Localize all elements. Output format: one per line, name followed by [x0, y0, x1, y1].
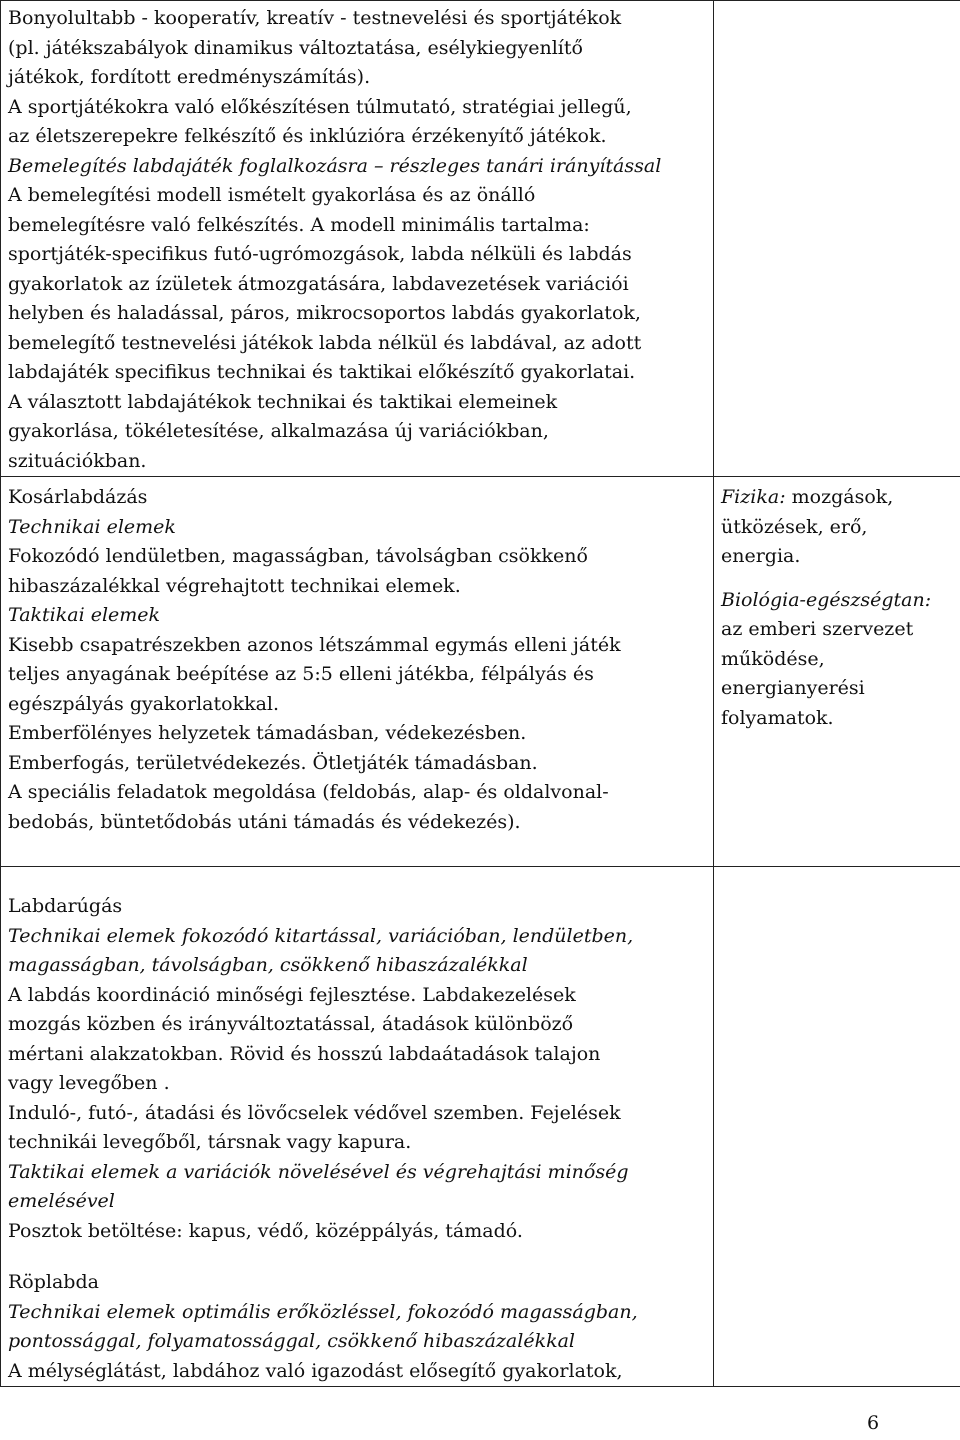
text-line: Induló-, futó-, átadási és lövőcselek védővel szemben. Fejelések: [8, 1101, 621, 1124]
text-line: bedobás, büntetődobás utáni támadás és védekezés).: [8, 810, 521, 833]
table-row: [1, 477, 960, 867]
text-line: technikái levegőből, társnak vagy kapura.: [8, 1131, 412, 1153]
physics-label: Fizika:: [721, 486, 786, 508]
football-section: [8, 892, 709, 1246]
physics-line: energia.: [721, 545, 801, 567]
text-line: teljes anyagának beépítése az 5:5 elleni játékba, félpályás és: [8, 663, 594, 685]
text-line: hibaszázalékkal végrehajtott technikai elemek.: [8, 574, 461, 597]
biology-line: folyamatok.: [721, 706, 834, 729]
basketball-section: [8, 483, 709, 837]
text-line: Technikai elemek: [8, 515, 176, 538]
text-line: Emberfogás, területvédekezés. Ötletjáték támadásban.: [8, 751, 538, 774]
text-line: vagy levegőben .: [8, 1072, 170, 1094]
text-line: Bemelegítés labdajáték foglalkozásra – részleges tanári irányítással: [8, 154, 662, 177]
biology-label: Biológia-egészségtan:: [721, 588, 932, 611]
text-line: pontossággal, folyamatossággal, csökkenő hibaszázalékkal: [8, 1330, 576, 1352]
text-line: A bemelegítési modell ismételt gyakorlása és az önálló: [8, 184, 536, 206]
text-line: egészpályás gyakorlatokkal.: [8, 692, 280, 715]
spacer: [8, 870, 709, 892]
text-line: Fokozódó lendületben, magasságban, távolságban csökkenő: [8, 545, 588, 567]
text-line: gyakorlatok az ízületek átmozgatására, labdavezetések variációi: [8, 272, 629, 295]
text-line: A sportjátékokra való előkészítésen túlmutató, stratégiai jellegű,: [8, 95, 632, 118]
content-cell: [1, 1, 714, 477]
content-cell: [1, 477, 714, 867]
text-line: magasságban, távolságban, csökkenő hibaszázalékkal: [8, 954, 528, 976]
text-line: Kisebb csapatrészekben azonos létszámmal egymás elleni játék: [8, 633, 621, 656]
physics-line: ütközések, erő,: [721, 515, 868, 538]
table-row: [1, 867, 960, 1387]
text-line: Kosárlabdázás: [8, 486, 148, 508]
biology-line: energianyerési: [721, 677, 865, 699]
text-line: Technikai elemek optimális erőközléssel, fokozódó magasságban,: [8, 1300, 638, 1323]
text-line: emelésével: [8, 1190, 115, 1212]
text-line: szituációkban.: [8, 449, 147, 472]
text-line: az életszerepekre felkészítő és inklúzióra érzékenyítő játékok.: [8, 125, 607, 147]
content-cell: [1, 867, 714, 1387]
text-line: A mélységlátást, labdához való igazodást elősegítő gyakorlatok,: [8, 1359, 623, 1382]
text-line: mértani alakzatokban. Rövid és hosszú labdaátadások talajon: [8, 1042, 601, 1065]
text-line: Taktikai elemek a variációk növelésével és végrehajtási minőség: [8, 1160, 629, 1183]
text-line: bemelegítő testnevelési játékok labda nélkül és labdával, az adott: [8, 331, 642, 354]
text-line: Röplabda: [8, 1271, 99, 1293]
text-line: (pl. játékszabályok dinamikus változtatása, esélykiegyenlítő: [8, 36, 583, 59]
biology-line: működése,: [721, 647, 825, 670]
cross-curricular-cell: [714, 477, 960, 867]
text-line: játékok, fordított eredményszámítás).: [8, 66, 371, 88]
text-line: Emberfölényes helyzetek támadásban, védekezésben.: [8, 722, 527, 744]
text-line: labdajáték specifikus technikai és taktikai előkészítő gyakorlatai.: [8, 361, 636, 383]
text-line: Bonyolultabb - kooperatív, kreatív - testnevelési és sportjátékok: [8, 7, 622, 29]
text-line: Technikai elemek fokozódó kitartással, variációban, lendületben,: [8, 924, 634, 947]
table-row: [1, 1, 960, 477]
text-line: bemelegítésre való felkészítés. A modell minimális tartalma:: [8, 213, 590, 236]
text-line: helyben és haladással, páros, mikrocsoportos labdás gyakorlatok,: [8, 302, 641, 324]
text-line: A labdás koordináció minőségi fejlesztése. Labdakezelések: [8, 983, 576, 1006]
top-text-block: [8, 4, 709, 476]
spacer: [8, 1246, 709, 1268]
cross-curricular-cell: [714, 1, 960, 477]
physics-text: mozgások,: [785, 486, 894, 508]
cross-curricular-cell: [714, 867, 960, 1387]
text-line: sportjáték-specifikus futó-ugrómozgások, labda nélküli és labdás: [8, 243, 632, 265]
page-number: 6: [867, 1412, 880, 1434]
text-line: A speciális feladatok megoldása (feldobás, alap- és oldalvonal-: [8, 781, 609, 803]
text-line: A választott labdajátékok technikai és taktikai elemeinek: [8, 390, 558, 413]
text-line: Taktikai elemek: [8, 604, 161, 626]
text-line: gyakorlása, tökéletesítése, alkalmazása új variációkban,: [8, 420, 549, 442]
text-line: Posztok betöltése: kapus, védő, középpályás, támadó.: [8, 1219, 523, 1242]
physics-note: [721, 483, 960, 513]
volleyball-section: [8, 1268, 709, 1386]
biology-line: az emberi szervezet: [721, 618, 914, 640]
text-line: mozgás közben és irányváltoztatással, átadások különböző: [8, 1013, 574, 1035]
text-line: Labdarúgás: [8, 895, 123, 917]
spacer: [721, 572, 960, 586]
